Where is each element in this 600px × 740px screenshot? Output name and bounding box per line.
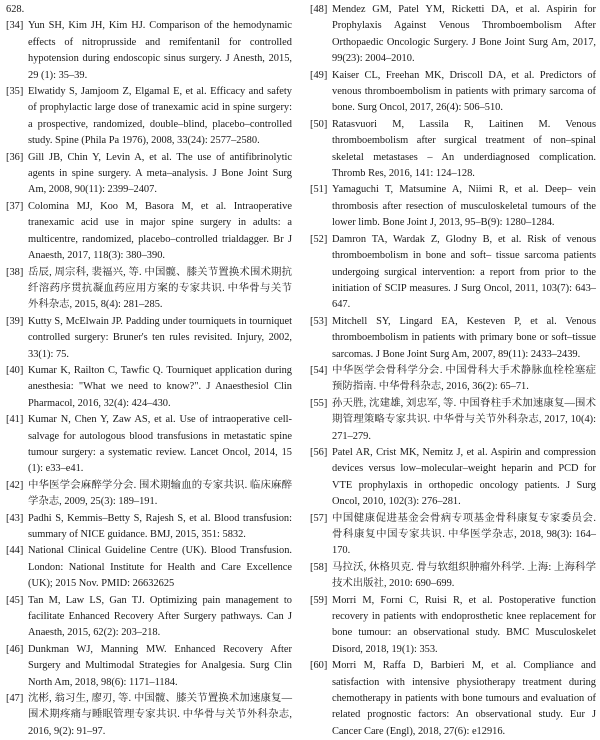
reference-number: [43] — [6, 512, 24, 524]
reference-text: Damron TA, Wardak Z, Glodny B, et al. Risk of venous thromboembolism in bone and soft– tissue sarcoma patients undergoing surgical intervention: a report from prior to the initiation of SCIP measures. J Surg Oncol, 2011, 103(7): 643–647. — [332, 233, 596, 311]
reference-text: Padhi S, Kemmis–Betty S, Rajesh S, et al. Blood transfusion: summary of NICE guidance. BMJ, 2015, 351: 5832. — [28, 512, 292, 540]
reference-number: [44] — [6, 545, 24, 557]
reference-number: [42] — [6, 479, 24, 491]
reference-number: [34] — [6, 20, 24, 32]
reference-text: 马拉沃, 休格贝克. 骨与软组织肿瘤外科学. 上海: 上海科学技术出版社, 2010: 690–699. — [332, 561, 596, 590]
reference-entry — [6, 478, 292, 511]
reference-number: [49] — [310, 69, 328, 81]
reference-number: [38] — [6, 266, 24, 278]
reference-number: [41] — [6, 414, 24, 426]
reference-number: [57] — [310, 512, 328, 524]
reference-entry — [310, 2, 596, 68]
reference-entry — [310, 445, 596, 511]
left-column — [6, 2, 292, 740]
reference-number: [56] — [310, 446, 328, 458]
reference-text: Gill JB, Chin Y, Levin A, et al. The use of antifibrinolytic agents in spine surgery. A meta–analysis. J Bone Joint Surg Am, 2008, 90(11): 2399–2407. — [28, 151, 292, 196]
reference-entry — [310, 363, 596, 396]
reference-text: Dunkman WJ, Manning MW. Enhanced Recovery After Surgery and Multimodal Strategies for Analgesia. Surg Clin North Am, 2018, 98(6): 1171–1184. — [28, 643, 292, 688]
reference-text: Morri M, Forni C, Ruisi R, et al. Postoperative function recovery in patients with endoprosthetic knee replacement for bone tumour: an observational study. BMC Musculoskelet Disord, 2018, 19(1): 353. — [332, 594, 596, 655]
reference-number: [45] — [6, 594, 24, 606]
reference-text: Elwatidy S, Jamjoom Z, Elgamal E, et al. Efficacy and safety of prophylactic large dose of tranexamic acid in spine surgery: a prospective, randomized, double–blind, placebo–controlled study. Spine (Phila Pa 1976), 2008, 33(24): 2577–2580. — [28, 86, 292, 147]
reference-entry — [6, 412, 292, 478]
reference-text: Yun SH, Kim JH, Kim HJ. Comparison of the hemodynamic effects of nitroprusside and remifentanil for controlled hypotension during endoscopic sinus surgery. J Anesth, 2015, 29 (1): 35–39. — [28, 20, 292, 81]
reference-number: [39] — [6, 315, 24, 327]
reference-number: [60] — [310, 660, 328, 672]
right-reference-list — [310, 2, 596, 740]
reference-entry — [310, 396, 596, 445]
reference-text: Patel AR, Crist MK, Nemitz J, et al. Aspirin and compression devices versus low–molecular–weight heparin and PCD for VTE prophylaxis in orthopedic oncology patients. J Surg Oncol, 2010, 102(3): 276–281. — [332, 446, 596, 508]
reference-number: [47] — [6, 693, 24, 705]
reference-text: Mendez GM, Patel YM, Ricketti DA, et al. Aspirin for Prophylaxis Against Venous Thromboembolism After Orthopaedic Oncologic Surgery. J Bone Joint Surg Am, 2017, 99(23): 2004–2010. — [332, 4, 596, 65]
reference-number: [54] — [310, 364, 328, 376]
reference-entry — [6, 18, 292, 84]
reference-text: 岳辰, 周宗科, 裴福兴, 等. 中国髋、膝关节置换术围术期抗纤溶药序贯抗凝血药应用方案的专家共识. 中华骨与关节外科杂志, 2015, 8(4): 281–285. — [28, 266, 292, 311]
reference-text: 中华医学会麻醉学分会. 围术期输血的专家共识. 临床麻醉学杂志, 2009, 25(3): 189–191. — [28, 479, 292, 508]
reference-entry — [6, 511, 292, 544]
reference-number: [37] — [6, 200, 24, 212]
reference-entry — [310, 117, 596, 183]
reference-entry — [6, 199, 292, 265]
reference-text: 中国健康促进基金会骨病专项基金骨科康复专家委员会. 骨科康复中国专家共识. 中华医学杂志, 2018, 98(3): 164–170. — [332, 512, 596, 557]
reference-text: Kaiser CL, Freehan MK, Driscoll DA, et al. Predictors of venous thromboembolism in patients with primary sarcoma of bone. Surg Oncol, 2017, 26(4): 506–510. — [332, 69, 596, 114]
reference-entry — [310, 314, 596, 363]
reference-entry — [6, 84, 292, 150]
reference-text: Kumar K, Railton C, Tawfic Q. Tourniquet application during anesthesia: "What we need to know?". J Anaesthesiol Clin Pharmacol, 2016, 32(4): 424–430. — [28, 364, 292, 409]
reference-text: Mitchell SY, Lingard EA, Kesteven P, et al. Venous thromboembolism in patients with primary bone or soft–tissue sarcomas. J Bone Joint Surg Am, 2007, 89(11): 2433–2439. — [332, 315, 596, 360]
reference-text: 中华医学会骨科学分会. 中国骨科大手术静脉血栓栓塞症预防指南. 中华骨科杂志, 2016, 36(2): 65–71. — [332, 364, 596, 393]
reference-text: Ratasvuori M, Lassila R, Laitinen M. Venous thromboembolism after surgical treatment of non–spinal skeletal metastases – An underdiagnosed complication. Thromb Res, 2016, 141: 124–128. — [332, 118, 596, 180]
reference-entry — [6, 691, 292, 740]
reference-entry — [310, 593, 596, 659]
reference-entry — [6, 543, 292, 592]
reference-entry — [310, 68, 596, 117]
reference-text: Kumar N, Chen Y, Zaw AS, et al. Use of intraoperative cell-salvage for autologous blood transfusions in metastatic spine tumour surgery: a systematic review. Lancet Oncol, 2014, 15 (1): e33–e41. — [28, 414, 292, 475]
reference-entry — [310, 232, 596, 314]
reference-text: Colomina MJ, Koo M, Basora M, et al. Intraoperative tranexamic acid use in major spine surgery in adults: a multicentre, randomized, placebo–controlled trialdagger. Br J Anaesth, 2017, 118(3): 380–390. — [28, 200, 292, 262]
reference-number: [40] — [6, 364, 24, 376]
reference-number: [53] — [310, 315, 328, 327]
reference-text: National Clinical Guideline Centre (UK). Blood Transfusion. London: National Institute for Health and Care Excellence (UK); 2015 Nov. PMID: 26632625 — [28, 545, 292, 590]
reference-number: [58] — [310, 561, 328, 573]
reference-number: [50] — [310, 118, 328, 130]
reference-entry — [6, 642, 292, 691]
reference-text: Kutty S, McElwain JP. Padding under tourniquets in tourniquet controlled surgery: Bruner's ten rules revisited. Injury, 2002, 33(1): 75. — [28, 315, 292, 360]
reference-entry — [310, 511, 596, 560]
reference-number: [35] — [6, 86, 24, 98]
reference-number: [51] — [310, 184, 328, 196]
reference-entry — [6, 265, 292, 314]
reference-number: [46] — [6, 643, 24, 655]
reference-entry — [6, 593, 292, 642]
reference-text: Morri M, Raffa D, Barbieri M, et al. Compliance and satisfaction with intensive physiotherapy treatment during chemotherapy in patients with bone tumours and evaluation of related prognostic factors: An observational study. Eur J Cancer Care (Engl), 2018, 27(6): e12916. — [332, 660, 596, 737]
reference-text: 孙天胜, 沈建雄, 刘忠军, 等. 中国脊柱手术加速康复—围术期管理策略专家共识. 中华骨与关节外科杂志, 2017, 10(4): 271–279. — [332, 397, 596, 442]
reference-number: [55] — [310, 397, 328, 409]
reference-entry — [6, 363, 292, 412]
right-column — [310, 2, 596, 740]
continuation-text: 628. — [6, 4, 25, 15]
left-reference-list — [6, 18, 292, 740]
reference-number: [59] — [310, 594, 328, 606]
reference-number: [48] — [310, 4, 328, 15]
reference-entry — [6, 314, 292, 363]
reference-entry — [310, 182, 596, 231]
reference-text: Tan M, Law LS, Gan TJ. Optimizing pain management to facilitate Enhanced Recovery After Surgery pathways. Can J Anaesth, 2015, 62(2): 203–218. — [28, 594, 292, 639]
reference-entry — [6, 150, 292, 199]
reference-number: [52] — [310, 233, 328, 245]
reference-entry — [310, 560, 596, 593]
reference-text: 沈彬, 翁习生, 廖刃, 等. 中国髋、膝关节置换术加速康复—围术期疼痛与睡眠管理专家共识. 中华骨与关节外科杂志, 2016, 9(2): 91–97. — [28, 693, 292, 737]
reference-text: Yamaguchi T, Matsumine A, Niimi R, et al. Deep– vein thrombosis after resection of musculoskeletal tumours of the lower limb. Bone Joint J, 2013, 95–B(9): 1280–1284. — [332, 184, 596, 229]
reference-number: [36] — [6, 151, 24, 163]
reference-entry — [310, 658, 596, 740]
